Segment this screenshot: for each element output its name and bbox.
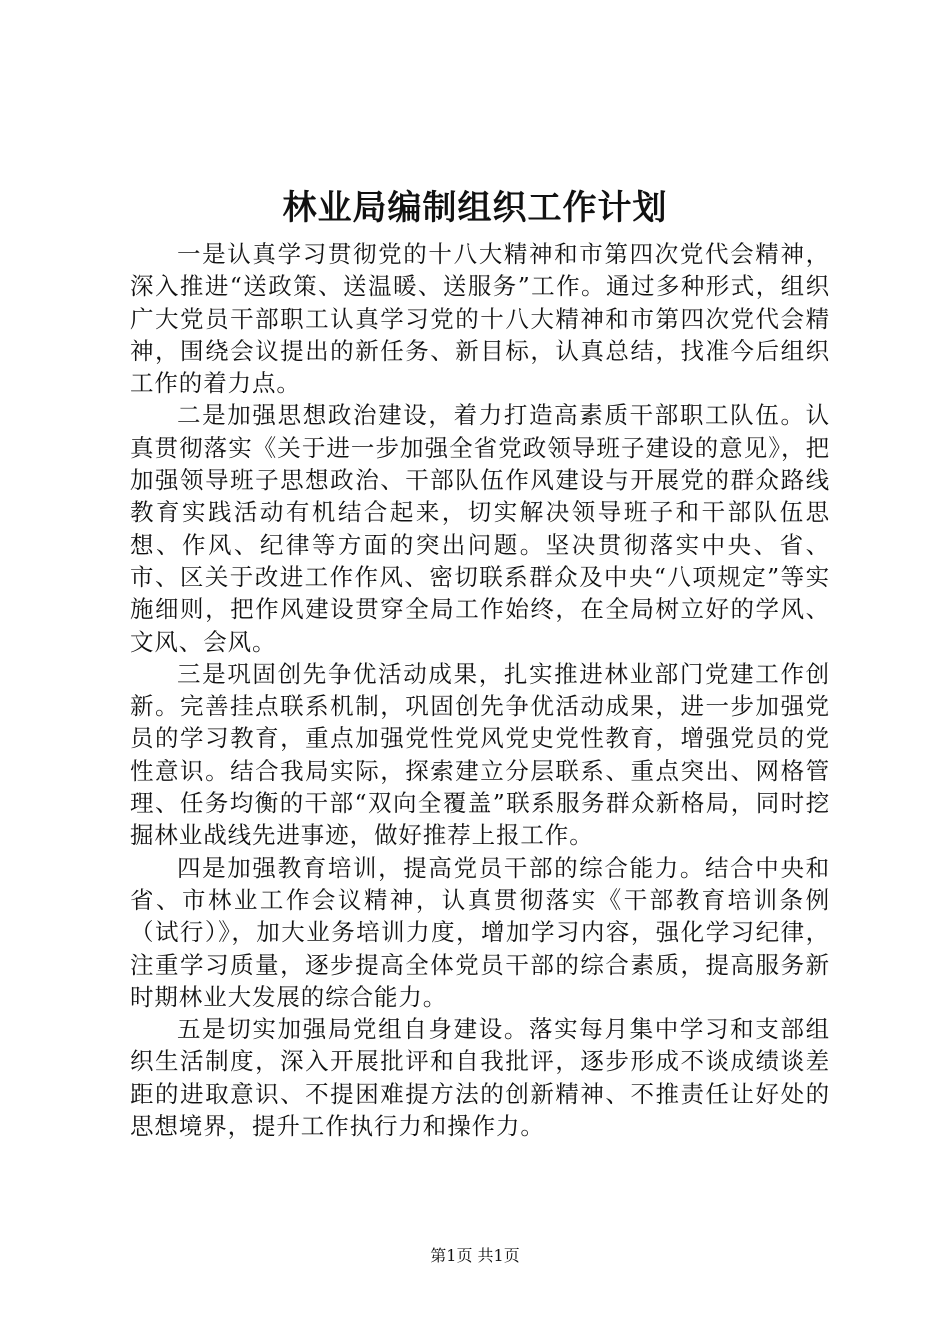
document-body bbox=[130, 238, 830, 1142]
paragraph-1: 一是认真学习贯彻党的十八大精神和市第四次党代会精神，深入推进“送政策、送温暖、送服务”工作。通过多种形式，组织广大党员干部职工认真学习党的十八大精神和市第四次党代会精神，围绕会议提出的新任务、新目标，认真总结，找准今后组织工作的着力点。 bbox=[130, 240, 830, 398]
paragraph-2: 二是加强思想政治建设，着力打造高素质干部职工队伍。认真贯彻落实《关于进一步加强全省党政领导班子建设的意见》，把加强领导班子思想政治、干部队伍作风建设与开展党的群众路线教育实践活动有机结合起来，切实解决领导班子和干部队伍思想、作风、纪律等方面的突出问题。坚决贯彻落实中央、省、市、区关于改进工作作风、密切联系群众及中央“八项规定”等实施细则，把作风建设贯穿全局工作始终，在全局树立好的学风、文风、会风。 bbox=[130, 401, 830, 656]
paragraph-5: 五是切实加强局党组自身建设。落实每月集中学习和支部组织生活制度，深入开展批评和自我批评，逐步形成不谈成绩谈差距的进取意识、不提困难提方法的创新精神、不推责任让好处的思想境界，提升工作执行力和操作力。 bbox=[130, 1015, 830, 1141]
page-footer: 第1页 共1页 bbox=[430, 1246, 520, 1265]
paragraph-3: 三是巩固创先争优活动成果，扎实推进林业部门党建工作创新。完善挂点联系机制，巩固创先争优活动成果，进一步加强党员的学习教育，重点加强党性党风党史党性教育，增强党员的党性意识。结合我局实际，探索建立分层联系、重点突出、网格管理、任务均衡的干部“双向全覆盖”联系服务群众新格局，同时挖掘林业战线先进事迹，做好推荐上报工作。 bbox=[130, 659, 830, 850]
paragraph-4: 四是加强教育培训，提高党员干部的综合能力。结合中央和省、市林业工作会议精神，认真贯彻落实《干部教育培训条例（试行）》，加大业务培训力度，增加学习内容，强化学习纪律，注重学习质量，逐步提高全体党员干部的综合素质，提高服务新时期林业大发展的综合能力。 bbox=[130, 853, 830, 1011]
document-title: 林业局编制组织工作计划 bbox=[282, 188, 668, 228]
